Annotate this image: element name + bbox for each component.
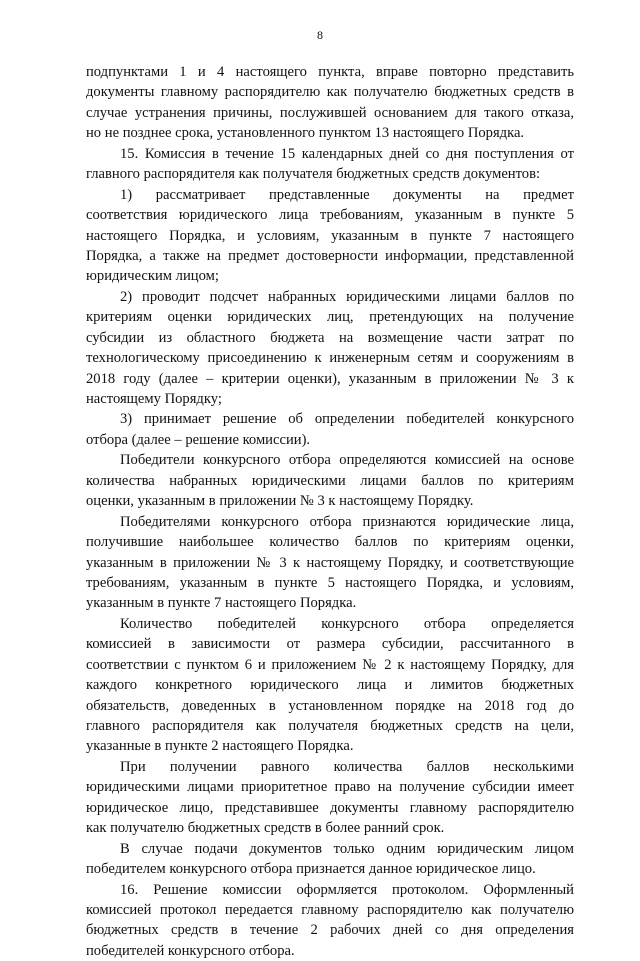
text-line: бюджетных средств в течение 2 рабочих дней со дня определения	[86, 922, 574, 939]
text-line: При получении равного количества баллов несколькими	[120, 758, 574, 775]
text-line: комиссией протокол передается главному распорядителю как получателю	[86, 901, 574, 918]
text-line: требованиям, указанным в пункте 5 настоящего Порядка, и условиям,	[86, 574, 574, 591]
text-line: но не позднее срока, установленного пунктом 13 настоящего Порядка.	[86, 125, 525, 142]
text-line: Порядка, а также на предмет достоверности информации, представленной	[86, 247, 574, 264]
text-line: победителей конкурсного отбора.	[86, 942, 295, 959]
text-line: документы главному распорядителю как получателю бюджетных средств в	[86, 84, 574, 101]
text-line: 2) проводит подсчет набранных юридическими лицами баллов по	[120, 288, 574, 305]
text-line: В случае подачи документов только одним юридическим лицом	[120, 840, 574, 857]
text-line: каждого конкретного юридического лица и лимитов бюджетных	[86, 677, 574, 694]
text-line: указанным в приложении № 3 к настоящему Порядку, и соответствующие	[86, 554, 574, 571]
text-line: оценки, указанным в приложении № 3 к настоящему Порядку.	[86, 493, 474, 510]
text-line: 16. Решение комиссии оформляется протоколом. Оформленный	[120, 881, 574, 898]
text-line: Победители конкурсного отбора определяются комиссией на основе	[120, 452, 574, 469]
text-line: главного распорядителя как получателя бюджетных средств документов:	[86, 166, 541, 183]
text-line: соответствия юридического лица требованиям, указанным в пункте 5	[86, 207, 574, 224]
text-line: главного распорядителя как получателя бюджетных средств на цели,	[86, 718, 574, 734]
text-line: юридическими лицами приоритетное право на получение субсидии имеет	[86, 779, 574, 796]
text-line: количества набранных юридическими лицами баллов по критериям	[86, 472, 574, 489]
text-line: комиссией в зависимости от размера субсидии, рассчитанного в	[86, 636, 574, 653]
text-line: указанным в пункте 7 настоящего Порядка.	[86, 595, 357, 612]
text-line: технологическому присоединению к инженерным сетям и сооружениям в	[86, 350, 574, 367]
text-line: юридическим лицом;	[86, 268, 219, 285]
page-number: 8	[317, 28, 323, 42]
text-line: получившие наибольшее количество баллов по критериям оценки,	[86, 534, 574, 551]
text-line: настоящего Порядка, и условиям, указанным в пункте 7 настоящего	[86, 227, 574, 244]
text-line: соответствии с пунктом 6 и приложением № 2 к настоящему Порядку, для	[86, 656, 574, 673]
text-line: указанные в пункте 2 настоящего Порядка.	[86, 738, 354, 755]
text-line: случае устранения причины, послужившей основанием для такого отказа,	[86, 104, 574, 121]
text-line: 3) принимает решение об определении победителей конкурсного	[120, 411, 574, 428]
document-body	[86, 62, 574, 961]
text-line: подпунктами 1 и 4 настоящего пункта, вправе повторно представить	[86, 64, 574, 80]
text-line: 2018 году (далее – критерии оценки), указанным в приложении № 3 к	[86, 370, 574, 387]
text-line: субсидии из областного бюджета на возмещение части затрат по	[86, 329, 574, 346]
text-line: юридическое лицо, представившее документы главному распорядителю	[86, 799, 574, 816]
text-line: 1) рассматривает представленные документы на предмет	[120, 186, 574, 203]
text-line: критериям оценки юридических лиц, претендующих на получение	[86, 309, 574, 326]
text-line: 15. Комиссия в течение 15 календарных дней со дня поступления от	[120, 145, 574, 162]
text-line: Количество победителей конкурсного отбора определяется	[120, 615, 574, 632]
text-line: как получателю бюджетных средств в более ранний срок.	[86, 820, 445, 837]
text-line: настоящему Порядку;	[86, 391, 222, 407]
text-line: отбора (далее – решение комиссии).	[86, 431, 311, 448]
text-line: Победителями конкурсного отбора признаются юридические лица,	[120, 513, 574, 530]
text-line: победителем конкурсного отбора признается данное юридическое лицо.	[86, 861, 536, 878]
text-line: обязательств, доведенных в установленном порядке на 2018 год до	[86, 697, 574, 714]
